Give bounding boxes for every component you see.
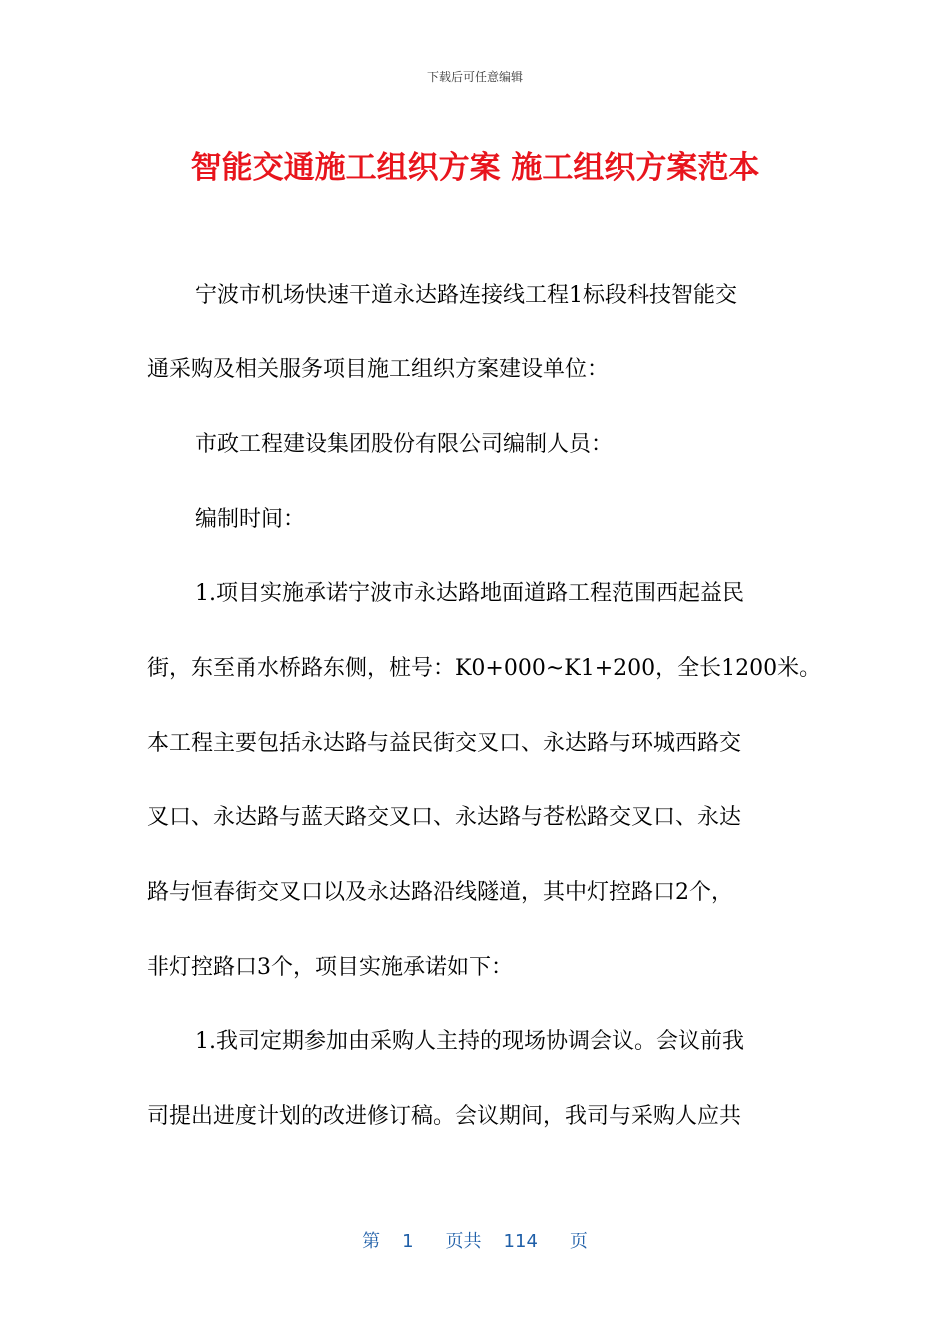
total-pages: 114 — [503, 1231, 538, 1252]
document-title: 智能交通施工组织方案 施工组织方案范本 — [190, 150, 760, 186]
page-middle: 页共 — [445, 1231, 482, 1252]
body-line: 编制时间： — [195, 507, 306, 532]
body-line: 非灯控路口3个，项目实施承诺如下： — [147, 955, 513, 980]
header-note: 下载后可任意编辑 — [426, 70, 523, 84]
page-prefix: 第 — [362, 1231, 381, 1252]
body-line: 街，东至甬水桥路东侧，桩号：K0+000~K1+200，全长1200米。 — [147, 656, 822, 681]
body-line: 叉口、永达路与蓝天路交叉口、永达路与苍松路交叉口、永达 — [147, 805, 742, 830]
page-suffix: 页 — [569, 1231, 588, 1252]
body-line: 司提出进度计划的改进修订稿。会议期间，我司与采购人应共 — [147, 1104, 742, 1129]
page-number: 1 — [402, 1231, 414, 1252]
body-line: 本工程主要包括永达路与益民街交叉口、永达路与环城西路交 — [147, 731, 742, 756]
body-line: 通采购及相关服务项目施工组织方案建设单位： — [147, 357, 610, 382]
body-line: 1.我司定期参加由采购人主持的现场协调会议。会议前我 — [195, 1029, 744, 1054]
body-line: 市政工程建设集团股份有限公司编制人员： — [195, 432, 614, 457]
body-line: 宁波市机场快速干道永达路连接线工程1标段科技智能交 — [195, 283, 737, 308]
page-footer — [0, 1227, 950, 1253]
body-line: 路与恒春街交叉口以及永达路沿线隧道，其中灯控路口2个， — [147, 880, 733, 905]
body-line: 1.项目实施承诺宁波市永达路地面道路工程范围西起益民 — [195, 581, 744, 606]
